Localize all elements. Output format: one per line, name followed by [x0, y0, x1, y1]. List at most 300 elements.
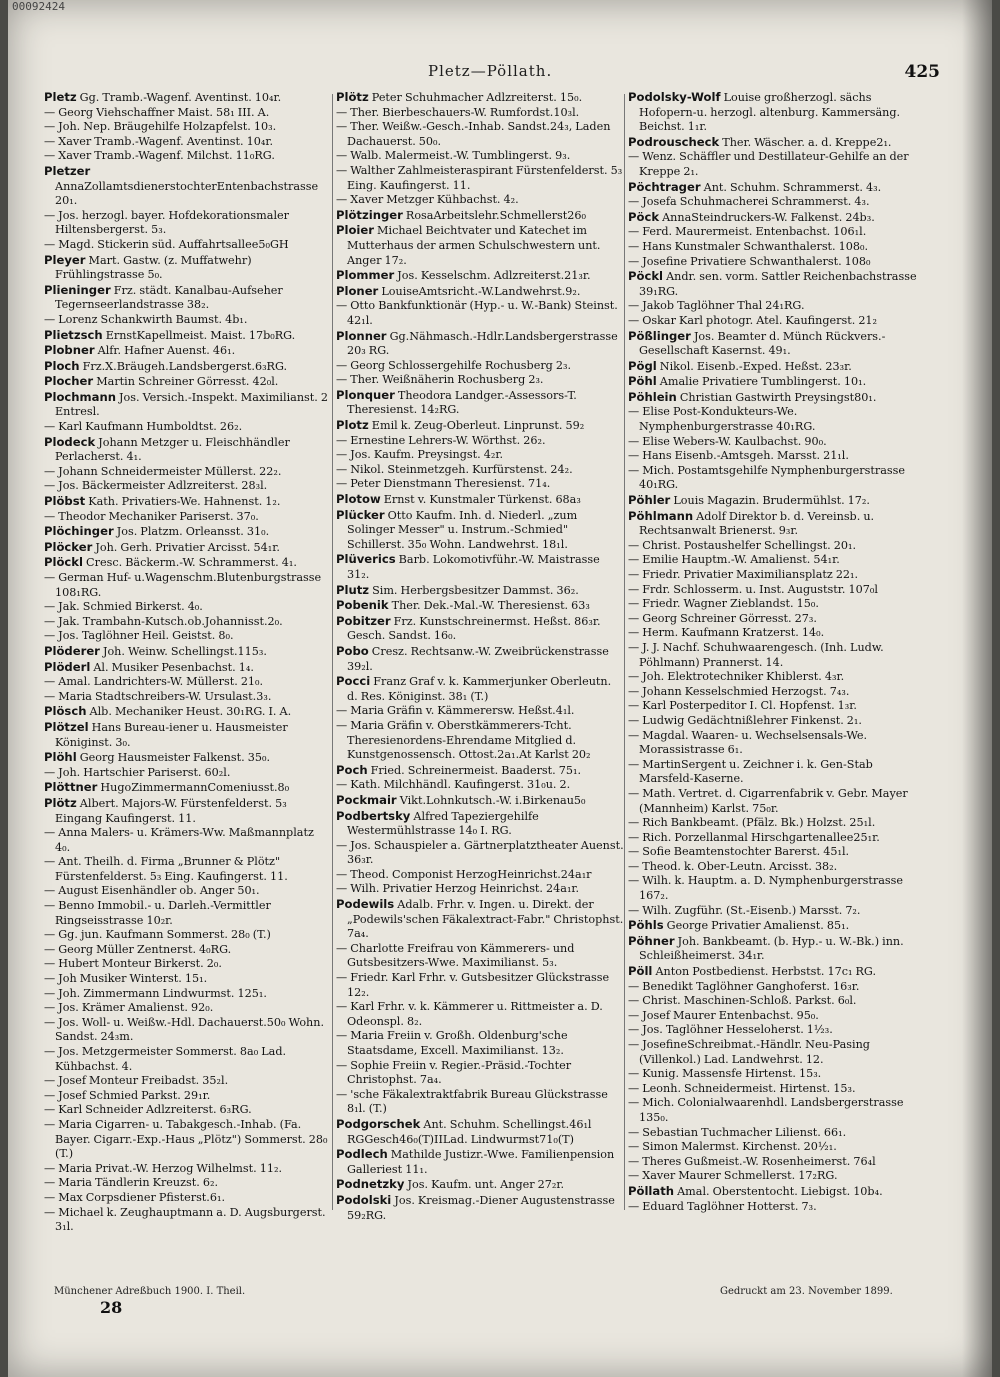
surname-heading: Pöhler	[628, 493, 671, 508]
surname-heading: Plöbst	[44, 494, 86, 509]
page-number: 425	[904, 62, 940, 82]
surname-heading: Pocci	[336, 674, 371, 689]
directory-entry	[44, 1016, 330, 1045]
directory-entry	[336, 552, 624, 582]
surname-heading: Pöhner	[628, 933, 675, 948]
surname-heading: Plieninger	[44, 282, 111, 297]
entry-text: HugoZimmermannComeniusst.8₀	[97, 781, 290, 795]
surname-heading: Pobo	[336, 643, 369, 658]
directory-entry	[628, 359, 926, 375]
entry-text: — Michael k. Zeughauptmann a. D. Augsburgerst. 3₁l.	[44, 1205, 326, 1234]
entry-text: — Ther. Weißnäherin Rochusberg 2₃.	[336, 373, 544, 387]
surname-heading: Pöck	[628, 209, 660, 224]
entry-text: — Sofie Beamtenstochter Barerst. 45₁l.	[628, 845, 850, 859]
surname-heading: Plommer	[336, 268, 395, 283]
entry-text: — Ferd. Maurermeist. Entenbachst. 106₁l.	[628, 225, 867, 239]
entry-text: ErnstKapellmeist. Maist. 17b₀RG.	[102, 328, 296, 342]
entry-text: — Max Corpsdiener Pfisterst.6₁.	[44, 1190, 226, 1204]
entry-text: — Jos. Kaufm. Preysingst. 4₂r.	[336, 448, 504, 462]
directory-entry	[336, 284, 624, 300]
entry-text: Gg.Nähmasch.-Hdlr.Landsbergerstrasse 20₃ RG.	[347, 329, 618, 358]
entry-text: — Jos. Taglöhner Heil. Geistst. 8₀.	[44, 629, 234, 643]
entry-text: — Sophie Freiin v. Regier.-Präsid.-Tochter Christophst. 7a₄.	[336, 1058, 572, 1087]
entry-text: — Magdal. Waaren- u. Wechselsensals-We. Morassistrasse 6₁.	[628, 728, 868, 757]
entry-text: — Elise Post-Kondukteurs-We. Nymphenburgerstrasse 40₁RG.	[628, 405, 816, 434]
entry-text: — Jos. Bäckermeister Adlzreiterst. 28₃l.	[44, 479, 268, 493]
entry-text: Joh. Bankbeamt. (b. Hyp.- u. W.-Bk.) inn. Schleißheimerst. 34₁r.	[639, 934, 904, 963]
surname-heading: Plonner	[336, 328, 387, 343]
entry-text: — Jos. Taglöhner Hesseloherst. 1½₃.	[628, 1023, 833, 1037]
entry-text: — Math. Vertret. d. Cigarrenfabrik v. Gebr. Mayer (Mannheim) Karlst. 75₀r.	[628, 786, 908, 815]
directory-entry	[44, 149, 330, 164]
surname-heading: Podbertsky	[336, 808, 411, 823]
entry-text: Theodora Landger.-Assessors-T. Theresienst. 14₂RG.	[347, 388, 577, 417]
surname-heading: Pöll	[628, 964, 653, 979]
entry-text: Amal. Oberstentocht. Liebigst. 10b₄.	[674, 1184, 883, 1198]
directory-entry	[44, 1045, 330, 1074]
directory-entry	[44, 1001, 330, 1016]
directory-entry	[44, 359, 330, 375]
directory-entry	[628, 568, 926, 583]
surname-heading: Pöhl	[628, 374, 657, 389]
entry-text: — Xaver Tramb.-Wagenf. Milchst. 11₀RG.	[44, 149, 275, 163]
entry-text: Frz. Kunstschreinermst. Heßst. 86₃r. Gesch. Sandst. 16₀.	[347, 614, 601, 643]
entry-text: — Anna Malers- u. Krämers-Ww. Maßmannplatz 4₀.	[44, 826, 314, 854]
entry-text: — Jak. Schmied Birkerst. 4₀.	[44, 600, 203, 614]
surname-heading: Podolski	[336, 1192, 392, 1207]
directory-entry	[44, 374, 330, 390]
directory-entry	[336, 448, 624, 463]
directory-entry	[336, 329, 624, 359]
entry-text: — Amal. Landrichters-W. Müllerst. 21₀.	[44, 675, 264, 689]
surname-heading: Podgorschek	[336, 1116, 421, 1131]
entry-text: Jos. Kreismag.-Diener Augustenstrasse 59₂RG.	[347, 1193, 615, 1222]
directory-entry	[44, 704, 330, 720]
entry-text: — Sebastian Tuchmacher Lilienst. 66₁.	[628, 1125, 847, 1139]
directory-entry	[44, 855, 330, 884]
entry-text: — Walb. Malermeist.-W. Tumblingerst. 9₃.	[336, 149, 571, 163]
surname-heading: Pockmair	[336, 792, 397, 807]
directory-entry	[336, 1088, 624, 1117]
directory-entry	[44, 1118, 330, 1162]
directory-entry	[336, 120, 624, 149]
surname-heading: Plonquer	[336, 387, 395, 402]
entry-text: Johann Metzger u. Fleischhändler Perlacherst. 4₁.	[55, 435, 290, 464]
directory-entry	[44, 164, 330, 209]
directory-entry	[628, 210, 926, 226]
entry-text: Frz.X.Bräugeh.Landsbergerst.6₃RG.	[79, 359, 288, 373]
directory-entry	[336, 763, 624, 779]
entry-text: — Josefine Privatiere Schwanthalerst. 108₀	[628, 254, 871, 268]
entry-text: Jos. Kesselschm. Adlzreiterst.21₃r.	[394, 269, 591, 283]
entry-text: Albert. Majors-W. Fürstenfelderst. 5₃ Eingang Kaufingerst. 11.	[55, 796, 287, 825]
directory-entry	[628, 1067, 926, 1082]
directory-entry	[628, 180, 926, 196]
surname-heading: Plotz	[336, 418, 369, 433]
entry-text: — Nikol. Steinmetzgeh. Kurfürstenst. 24₂.	[336, 462, 573, 476]
entry-text: — German Huf- u.Wagenschm.Blutenburgstrasse 108₁RG.	[44, 571, 322, 599]
entry-text: Ther. Dek.-Mal.-W. Theresienst. 63₃	[388, 599, 590, 613]
entry-text: — Josef Schmied Parkst. 29₁r.	[44, 1088, 211, 1102]
entry-text: — Wilh. Privatier Herzog Heinrichst. 24a₁r.	[336, 882, 580, 896]
surname-heading: Plötz	[336, 90, 369, 104]
entry-text: Emil k. Zeug-Oberleut. Linprunst. 59₂	[368, 419, 585, 433]
entry-text: — Simon Malermst. Kirchenst. 20½₁.	[628, 1140, 837, 1154]
entry-text: Christian Gastwirth Preysingst80₁.	[676, 390, 877, 404]
entry-text: — Christ. Postaushelfer Schellingst. 20₁.	[628, 538, 856, 552]
entry-text: — Frdr. Schlosserm. u. Inst. Auguststr. 107₀l	[628, 582, 878, 596]
directory-entry	[44, 571, 330, 600]
directory-entry	[44, 90, 330, 106]
entry-text: — Rich. Porzellanmal Hirschgartenallee25₁r.	[628, 830, 880, 844]
directory-entry	[336, 1059, 624, 1088]
entry-text: Adalb. Frhr. v. Ingen. u. Direkt. der „Podewils'schen Fäkalextract-Fabr." Christophst. 7a₄.	[347, 898, 624, 941]
entry-text: — Hans Kunstmaler Schwanthalerst. 108₀.	[628, 239, 869, 253]
directory-entry	[336, 359, 624, 374]
entry-text: — Ther. Weißw.-Gesch.-Inhab. Sandst.24₃, Laden Dachauerst. 50₀.	[336, 120, 611, 148]
surname-heading: Plöderer	[44, 643, 100, 658]
surname-heading: Plutz	[336, 582, 370, 597]
entry-text: — Maria Tändlerin Kreuzst. 6₂.	[44, 1176, 219, 1190]
entry-text: — Jak. Trambahn-Kutsch.ob.Johannisst.2₀.	[44, 614, 283, 628]
directory-entry	[628, 225, 926, 240]
entry-text: George Privatier Amalienst. 85₁.	[663, 919, 850, 933]
entry-text: — Karl Schneider Adlzreiterst. 6₃RG.	[44, 1103, 252, 1117]
entry-text: Otto Kaufm. Inh. d. Niederl. „zum Solinger Messer" u. Instrum.-Schmied" Schillerst. 35₀ Wohn. Landwehrst. 18₁l.	[347, 508, 578, 551]
surname-heading: Plöderl	[44, 659, 91, 674]
directory-entry	[336, 793, 624, 809]
entry-text: Barb. Lokomotivführ.-W. Maistrasse 31₂.	[347, 553, 600, 581]
entry-text: Louise großherzogl. sächs Hofopern-u. herzogl. altenburg. Kammersäng. Beichst. 1₁r.	[639, 91, 901, 134]
surname-heading: Plocher	[44, 374, 94, 389]
directory-entry	[628, 329, 926, 359]
entry-text: — Theres Gußmeist.-W. Rosenheimerst. 76₄l	[628, 1154, 876, 1168]
directory-entry	[628, 685, 926, 700]
directory-entry	[336, 868, 624, 883]
directory-entry	[628, 845, 926, 860]
surname-heading: Plodeck	[44, 434, 96, 449]
surname-heading: Plöchinger	[44, 524, 114, 539]
surname-heading: Pöchtrager	[628, 179, 701, 194]
directory-entry	[336, 477, 624, 492]
directory-entry	[628, 597, 926, 612]
directory-entry	[628, 980, 926, 995]
directory-entry	[628, 195, 926, 210]
entry-text: Jos. Versich.-Inspekt. Maximilianst. 2 Entresl.	[55, 390, 328, 419]
entry-text: — Magd. Stickerin süd. Auffahrtsallee5₀GH	[44, 237, 289, 251]
directory-entry	[336, 1193, 624, 1223]
directory-entry	[44, 972, 330, 987]
directory-entry	[336, 208, 624, 224]
surname-heading: Plöttner	[44, 780, 98, 795]
surname-heading: Podrouscheck	[628, 134, 720, 149]
entry-text: — Mich. Colonialwaarenhdl. Landsbergerstrasse 135₀.	[628, 1096, 904, 1124]
directory-entry	[628, 964, 926, 980]
directory-entry	[628, 1140, 926, 1155]
surname-heading: Pleyer	[44, 252, 86, 267]
directory-entry	[628, 493, 926, 509]
entry-text: — 'sche Fäkalextraktfabrik Bureau Glückstrasse 8₁l. (T.)	[336, 1087, 608, 1116]
entry-text: — Maria Gräfin v. Oberstkämmerers-Tcht. Theresienordens-Ehrendame Mitglied d. Kunstgenossensch. Ottost.2a₁.At Karlst 20₂	[336, 718, 591, 762]
directory-entry	[44, 629, 330, 644]
entry-text: Ant. Schuhm. Schellingst.46₁l RGGesch46₀(T)IILad. Lindwurmst71₀(T)	[347, 1117, 592, 1146]
directory-entry	[44, 343, 330, 359]
directory-entry	[628, 816, 926, 831]
surname-heading: Pöhlein	[628, 389, 677, 404]
entry-text: — Friedr. Privatier Maximiliansplatz 22₁.	[628, 568, 859, 581]
surname-heading: Podolsky-Wolf	[628, 90, 721, 104]
entry-text: Georg Hausmeister Falkenst. 35₀.	[76, 751, 271, 765]
entry-text: — Ant. Theilh. d. Firma „Brunner & Plötz" Fürstenfelderst. 5₃ Eing. Kaufingerst. 11.	[44, 855, 288, 883]
entry-text: Martin Schreiner Görresst. 42₀l.	[93, 375, 279, 389]
entry-text: Fried. Schreinermeist. Baaderst. 75₁.	[367, 763, 582, 777]
directory-entry	[44, 106, 330, 121]
entry-text: Jos. Beamter d. Münch Rückvers.-Gesellschaft Kasernst. 49₁.	[639, 329, 886, 358]
directory-entry	[44, 780, 330, 796]
directory-entry	[336, 614, 624, 644]
directory-entry	[628, 1082, 926, 1097]
directory-entry	[628, 626, 926, 641]
entry-text: Alb. Mechaniker Heust. 30₁RG. I. A.	[86, 705, 292, 719]
entry-text: — Joh. Zimmermann Lindwurmst. 125₁.	[44, 986, 267, 1000]
directory-entry	[336, 164, 624, 193]
entry-text: — Maria Gräfin v. Kämmerersw. Heßst.4₁l.	[336, 704, 575, 718]
directory-entry	[44, 615, 330, 630]
surname-heading: Plietzsch	[44, 327, 103, 342]
directory-entry	[336, 90, 624, 106]
entry-text: — Wilh. k. Hauptm. a. D. Nymphenburgerstrasse 167₂.	[628, 874, 903, 903]
surname-heading: Pobenik	[336, 598, 389, 613]
directory-entry	[336, 299, 624, 328]
directory-entry	[336, 583, 624, 599]
entry-text: — Theod. Componist HerzogHeinrichst.24a₁r	[336, 867, 592, 881]
surname-heading: Plöcker	[44, 539, 93, 554]
directory-entry	[44, 1089, 330, 1104]
directory-entry	[628, 918, 926, 934]
directory-entry	[628, 874, 926, 903]
surname-heading: Pletz	[44, 90, 77, 104]
column-divider-1	[332, 94, 333, 1210]
entry-text: Cresz. Rechtsanw.-W. Zweibrückenstrasse 39₂l.	[347, 644, 609, 673]
directory-entry	[628, 135, 926, 151]
surname-heading: Plüverics	[336, 552, 396, 567]
directory-entry	[628, 435, 926, 450]
directory-entry	[336, 674, 624, 704]
entry-text: — Hubert Monteur Birkerst. 2₀.	[44, 957, 222, 971]
directory-entry	[44, 435, 330, 465]
surname-heading: Plöhl	[44, 750, 77, 765]
directory-entry	[44, 328, 330, 344]
directory-entry	[628, 641, 926, 670]
surname-heading: Plobner	[44, 343, 95, 358]
surname-heading: Podlech	[336, 1147, 388, 1162]
entry-text: — Josefa Schuhmacherei Schrammerst. 4₃.	[628, 195, 870, 209]
directory-entry	[44, 494, 330, 510]
entry-text: — Joh Musiker Winterst. 15₁.	[44, 972, 208, 986]
directory-entry	[44, 253, 330, 283]
directory-entry	[44, 899, 330, 928]
directory-entry	[628, 860, 926, 875]
entry-text: — Xaver Tramb.-Wagenf. Aventinst. 10₄r.	[44, 134, 274, 148]
directory-entry	[336, 492, 624, 508]
entry-text: — Emilie Hauptm.-W. Amalienst. 54₁r.	[628, 553, 840, 567]
entry-text: — Gg. jun. Kaufmann Sommerst. 28₀ (T.)	[44, 928, 271, 942]
directory-entry	[336, 373, 624, 388]
entry-text: — Kath. Milchhändl. Kaufingerst. 31₀u. 2.	[336, 778, 571, 792]
directory-entry	[628, 449, 926, 464]
directory-entry	[336, 704, 624, 719]
entry-text: — MartinSergent u. Zeichner i. k. Gen-Stab Marsfeld-Kaserne.	[628, 757, 873, 786]
entry-text: RosaArbeitslehr.Schmellerst26₀	[402, 208, 587, 222]
entry-text: — Georg Viehschaffner Maist. 58₁ III. A.	[44, 105, 270, 119]
directory-entry	[44, 390, 330, 420]
entry-text: Ant. Schuhm. Schrammerst. 4₃.	[700, 180, 882, 194]
directory-entry	[336, 223, 624, 268]
entry-text: — Theodor Mechaniker Pariserst. 37₀.	[44, 509, 259, 523]
directory-entry	[336, 809, 624, 839]
entry-text: — Jos. Metzgermeister Sommerst. 8a₀ Lad. Kühbachst. 4.	[44, 1045, 287, 1073]
surname-heading: Plötzinger	[336, 207, 403, 222]
column-divider-2	[624, 94, 625, 1210]
directory-entry	[628, 553, 926, 568]
surname-heading: Pobitzer	[336, 613, 391, 628]
surname-heading: Ploner	[336, 283, 379, 298]
entry-text: — Maria Stadtschreibers-W. Ursulast.3₃.	[44, 689, 272, 703]
directory-entry	[44, 283, 330, 313]
print-date: Gedruckt am 23. November 1899.	[720, 1286, 893, 1297]
entry-text: — Karl Kaufmann Humboldtst. 26₂.	[44, 420, 243, 434]
surname-heading: Pöhlmann	[628, 508, 694, 523]
entry-text: — Benedikt Taglöhner Ganghoferst. 16₃r.	[628, 979, 860, 993]
directory-entry	[336, 942, 624, 971]
entry-text: — Wilh. Zugführ. (St.-Eisenb.) Marsst. 7₂.	[628, 903, 861, 917]
directory-entry	[628, 994, 926, 1009]
entry-text: Kath. Privatiers-We. Hahnenst. 1₂.	[85, 495, 281, 509]
surname-heading: Ploch	[44, 358, 80, 373]
page-edge-shadow	[962, 0, 992, 1377]
entry-text: Anton Postbedienst. Herbstst. 17c₁ RG.	[652, 965, 877, 979]
entry-text: — Maria Cigarren- u. Tabakgesch.-Inhab. (Fa. Bayer. Cigarr.-Exp.-Haus „Plötz") Sommerst. 28₀ (T.)	[44, 1117, 328, 1161]
entry-text: Peter Schuhmacher Adlzreiterst. 15₀.	[368, 91, 583, 104]
entry-text: — Eduard Taglöhner Hotterst. 7₃.	[628, 1199, 817, 1213]
surname-heading: Pögl	[628, 358, 657, 373]
entry-text: Franz Graf v. k. Kammerjunker Oberleutn. d. Res. Königinst. 38₁ (T.)	[347, 675, 612, 703]
entry-text: AnnaZollamtsdienerstochterEntenbachstrasse 20₁.	[55, 179, 319, 208]
surname-heading: Pöckl	[628, 269, 664, 284]
directory-entry	[44, 766, 330, 781]
imprint-line: Münchener Adreßbuch 1900. I. Theil.	[54, 1286, 246, 1297]
entry-text: — Jakob Taglöhner Thal 24₁RG.	[628, 299, 805, 313]
entry-text: — Oskar Karl photogr. Atel. Kaufingerst. 21₂	[628, 313, 878, 327]
directory-entry	[336, 193, 624, 208]
directory-entry	[336, 268, 624, 284]
directory-entry	[336, 388, 624, 418]
directory-entry	[44, 1162, 330, 1177]
directory-entry	[336, 971, 624, 1000]
directory-entry	[628, 1038, 926, 1067]
entry-text: Jos. Kaufm. unt. Anger 27₂r.	[404, 1178, 565, 1192]
directory-entry	[628, 1023, 926, 1038]
entry-text: — Maria Privat.-W. Herzog Wilhelmst. 11₂.	[44, 1161, 283, 1175]
directory-entry	[628, 1126, 926, 1141]
directory-entry	[44, 690, 330, 705]
entry-text: Alfred Tapeziergehilfe Westermühlstrasse 14₀ I. RG.	[347, 809, 539, 838]
entry-text: — Josef Maurer Entenbachst. 95₀.	[628, 1008, 819, 1022]
directory-entry	[44, 796, 330, 826]
entry-text: — Maria Freiin v. Großh. Oldenburg'sche Staatsdame, Excell. Maximilianst. 13₂.	[336, 1029, 568, 1057]
directory-entry	[628, 787, 926, 816]
directory-entry	[44, 1074, 330, 1089]
entry-text: — Leonh. Schneidermeist. Hirtenst. 15₃.	[628, 1081, 856, 1095]
entry-text: Joh. Weinw. Schellingst.115₃.	[99, 644, 267, 658]
entry-text: AnnaSteindruckers-W. Falkenst. 24b₃.	[659, 210, 875, 224]
directory-entry	[628, 1169, 926, 1184]
directory-entry	[44, 1176, 330, 1191]
entry-text: Jos. Platzm. Orleansst. 31₀.	[113, 525, 270, 539]
entry-text: — Xaver Maurer Schmellerst. 17₂RG.	[628, 1169, 838, 1183]
directory-entry	[628, 1200, 926, 1215]
surname-heading: Plochmann	[44, 389, 116, 404]
directory-entry	[628, 1184, 926, 1200]
entry-text: — Charlotte Freifrau von Kämmerers- und Gutsbesitzers-Wwe. Maximilianst. 5₃.	[336, 941, 575, 970]
entry-text: — Joh. Elektrotechniker Khiblerst. 4₃r.	[628, 670, 845, 684]
directory-entry	[336, 897, 624, 942]
entry-text: Vikt.Lohnkutsch.-W. i.Birkenau5₀	[396, 793, 586, 807]
directory-entry	[44, 1103, 330, 1118]
entry-text: — Ther. Bierbeschauers-W. Rumfordst.10₃l.	[336, 105, 580, 119]
directory-entry	[628, 464, 926, 493]
directory-entry	[44, 420, 330, 435]
entry-text: — Johann Kesselschmied Herzogst. 7₄₃.	[628, 684, 850, 698]
directory-entry	[336, 719, 624, 763]
entry-text: Amalie Privatiere Tumblingerst. 10₁.	[656, 375, 867, 389]
surname-heading: Plücker	[336, 507, 385, 522]
directory-entry	[628, 405, 926, 434]
entry-text: Adolf Direktor b. d. Vereinsb. u. Rechtsanwalt Brienerst. 9₃r.	[639, 509, 875, 538]
entry-text: Mathilde Justizr.-Wwe. Familienpension Galleriest 11₁.	[347, 1148, 615, 1176]
column-1	[44, 90, 330, 1290]
entry-text: Al. Musiker Pesenbachst. 1₄.	[90, 660, 254, 674]
entry-text: LouiseAmtsricht.-W.Landwehrst.9₂.	[378, 284, 581, 298]
entry-text: — Johann Schneidermeister Müllerst. 22₂.	[44, 464, 282, 478]
entry-text: — Karl Frhr. v. k. Kämmerer u. Rittmeister a. D. Odeonspl. 8₂.	[336, 1000, 603, 1028]
entry-text: — Josef Monteur Freibadst. 35₂l.	[44, 1074, 229, 1088]
surname-heading: Plötz	[44, 795, 77, 810]
surname-heading: Plötzel	[44, 719, 89, 734]
entry-text: Frz. städt. Kanalbau-Aufseher Tegernseerlandstrasse 38₂.	[55, 283, 283, 312]
entry-text: — JosefineSchreibmat.-Händlr. Neu-Pasing (Villenkol.) Lad. Landwehrst. 12.	[628, 1038, 870, 1066]
directory-entry	[628, 583, 926, 598]
directory-entry	[628, 758, 926, 787]
entry-text: Hans Bureau-iener u. Hausmeister Königinst. 3₀.	[55, 720, 288, 749]
entry-text: — Georg Schlossergehilfe Rochusberg 2₃.	[336, 358, 572, 372]
directory-page	[8, 0, 992, 1377]
scan-id: 00092424	[12, 0, 65, 13]
directory-entry	[336, 1029, 624, 1058]
entry-text: — Georg Schreiner Görresst. 27₃.	[628, 611, 817, 625]
directory-entry	[336, 149, 624, 164]
directory-entry	[628, 390, 926, 406]
directory-entry	[44, 479, 330, 494]
directory-entry	[336, 1000, 624, 1029]
directory-entry	[628, 374, 926, 390]
column-2	[336, 90, 624, 1290]
entry-text: — Peter Dienstmann Theresienst. 71₄.	[336, 477, 551, 491]
entry-text: — Elise Webers-W. Kaulbachst. 90₀.	[628, 434, 827, 448]
entry-text: Gg. Tramb.-Wagenf. Aventinst. 10₄r.	[76, 91, 282, 104]
directory-entry	[44, 524, 330, 540]
entry-text: — Joh. Hartschier Pariserst. 60₂l.	[44, 765, 231, 779]
